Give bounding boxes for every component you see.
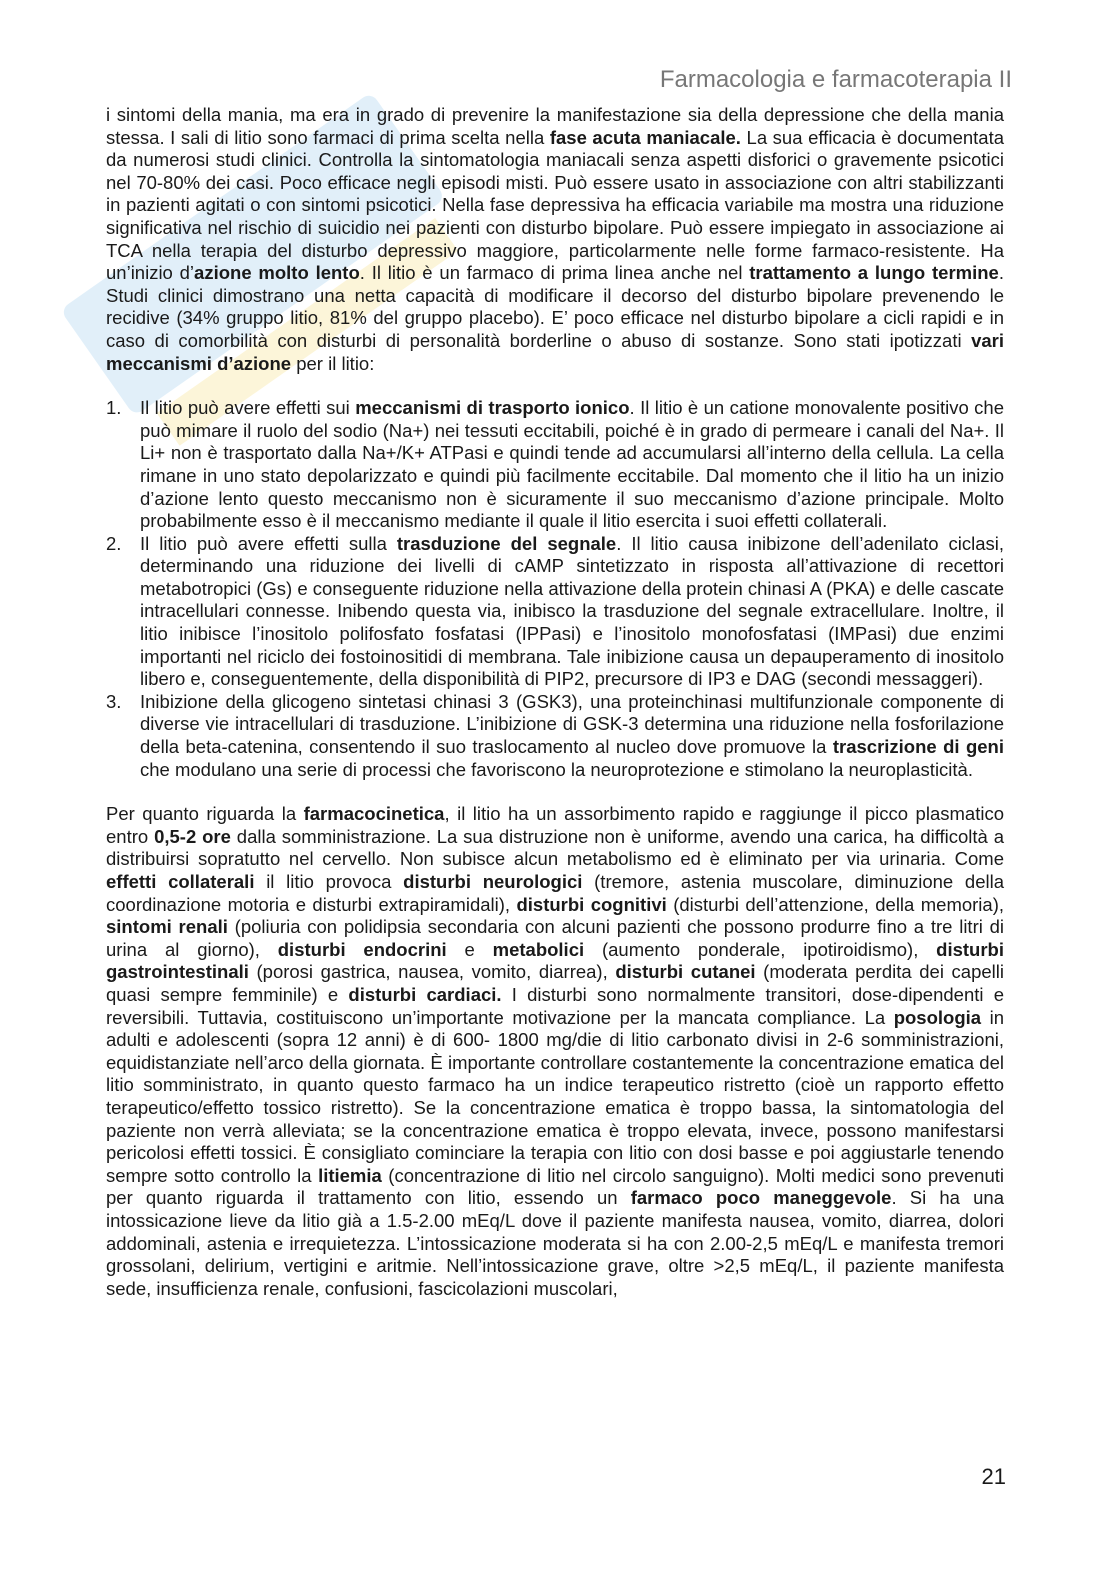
text-run: . Studi clinici dimostrano una netta capacità di modificare il decorso del disturbo bipolare prevenendo le recidive (34% gruppo litio, 81% del gruppo placebo). E’ poco efficace nel disturbo bipolare a cicli rapidi e in caso di comorbilità con disturbi di personalità borderline o abuso di sostanze. Sono stati ipotizzati bbox=[106, 262, 1004, 351]
paragraph-intro bbox=[106, 104, 1004, 375]
paragraph-pharmacokinetics bbox=[106, 803, 1004, 1300]
text-run: (tremore, astenia muscolare, diminuzione della coordinazione motoria e disturbi extrapiramidali), bbox=[106, 871, 1005, 915]
text-run: per il litio: bbox=[291, 352, 375, 374]
text-run: e bbox=[446, 938, 493, 960]
bold-term: sintomi renali bbox=[106, 916, 228, 938]
text-run: dalla somministrazione. La sua distruzione non è uniforme, avendo una carica, ha difficoltà a distribuirsi sopratutto nel cervello. Non subisce alcun metabolismo ed è eliminato per via urinaria. Come bbox=[106, 825, 1004, 870]
text-run: (porosi gastrica, nausea, vomito, diarrea), bbox=[248, 961, 616, 983]
bold-term: trasduzione del segnale bbox=[396, 532, 617, 554]
bold-term: posologia bbox=[893, 1006, 982, 1028]
page-number: 21 bbox=[981, 1464, 1006, 1489]
bold-term: disturbi cognitivi bbox=[516, 893, 667, 915]
text-run: che modulano una serie di processi che favoriscono la neuroprotezione e stimolano la neuroplasticità. bbox=[140, 758, 973, 780]
list-item bbox=[106, 397, 1004, 533]
text-run: (moderata perdita dei capelli quasi sempre femminile) e bbox=[106, 961, 1005, 1005]
text-run: . Si ha una intossicazione lieve da litio già a 1.5-2.00 mEq/L dove il paziente manifesta nausea, vomito, diarrea, dolori addominali, astenia e irrequietezza. L’intossicazione moderata si ha con 2.00-2,5 mEq/L e manifesta tremori grossolani, delirium, vertigini e aritmie. Nell’intossicazione grave, oltre >2,5 mEq/L, il paziente manifesta sede, insufficienza renale, confusioni, fascicolazioni muscolari, bbox=[106, 1187, 1004, 1299]
text-run: (concentrazione di litio nel circolo sanguigno). Molti medici sono prevenuti per quanto riguarda il trattamento con litio, essendo un bbox=[106, 1164, 1004, 1209]
text-run: (aumento ponderale, ipotiroidismo), bbox=[584, 938, 937, 960]
text-run: Il litio può avere effetti sui bbox=[140, 397, 356, 419]
bold-term: trattamento a lungo termine bbox=[749, 262, 999, 284]
mechanisms-list bbox=[106, 397, 1004, 781]
bold-term: farmacocinetica bbox=[303, 803, 445, 825]
text-run: La sua efficacia è documentata da numerosi studi clinici. Controlla la sintomatologia maniacali senza aspetti disforici o gravemente psicotici nel 70-80% dei casi. Poco efficace negli episodi misti. Può essere usato in associazione con altri stabilizzanti in pazienti agitati o con sintomi psicotici. Nella fase depressiva ha efficacia variabile ma mostra una riduzione significativa nel rischio di suicidio nei pazienti con disturbo bipolare. Può essere impiegato in associazione ai TCA nella terapia del disturbo depressivo maggiore, particolarmente nelle forme farmaco-resistente. Ha un’inizio d’ bbox=[106, 126, 1005, 284]
bold-term: disturbi gastrointestinali bbox=[106, 938, 1005, 983]
bold-term: effetti collaterali bbox=[106, 871, 255, 892]
text-run: in adulti e adolescenti (sopra 12 anni) è di 600- 1800 mg/die di litio carbonato divisi in 2-6 somministrazioni, equidistanziate nell’arco della giornata. È importante controllare costantemente la concentrazione ematica del litio somministrato, in quanto questo farmaco ha un indice terapeutico ristretto (cioè un rapporto effetto terapeutico/effetto tossico ristretto). Se la concentrazione ematica è troppo bassa, la sintomatologia del paziente non verrà alleviata; se la concentrazione ematica è troppo elevata, invece, possono manifestarsi pericolosi effetti tossici. È consigliato cominciare la terapia con litio con dosi basse e poi aggiustarle tenendo sempre sotto controllo la bbox=[106, 1006, 1004, 1186]
bold-term: disturbi neurologici bbox=[403, 871, 583, 892]
text-run: . Il litio è un catione monovalente positivo che può mimare il ruolo del sodio (Na+) nei tessuti eccitabili, poiché è in grado di permeare i canali del Na+. Il Li+ non è trasportato dalla Na+/K+ ATPasi e quindi tende ad accumularsi all’interno della cellula. La cella rimane in uno stato depolarizzato e quindi più facilmente eccitabile. Dal momento che il litio ha un inizio d’azione lento questo meccanismo non è sicuramente il suo meccanismo d’azione principale. Molto probabilmente esso è il meccanismo mediante il quale il litio esercita i suoi effetti collaterali. bbox=[140, 397, 1005, 532]
text-run: I disturbi sono normalmente transitori, dose-dipendenti e reversibili. Tuttavia, costituiscono un’importante motivazione per la mancata compliance. La bbox=[106, 983, 1004, 1028]
bold-term: disturbi cutanei bbox=[615, 961, 756, 983]
text-run: Inibizione della glicogeno sintetasi chinasi 3 (GSK3), una proteinchinasi multifunzionale componente di diverse vie intracellulari di trasduzione. L’inibizione di GSK-3 determina una riduzione nella fosforilazione della beta-catenina, consentendo il suo traslocamento al nucleo dove promuove la bbox=[140, 690, 1004, 758]
text-run: , il litio ha un assorbimento rapido e raggiunge il picco plasmatico entro bbox=[106, 803, 1004, 847]
body-text bbox=[106, 104, 1004, 1300]
text-run: . Il litio causa inibizone dell’adenilato ciclasi, determinando una riduzione dei livelli di cAMP sintetizzato in risposta all’attivazione di recettori metabotropici (Gs) e conseguente riduzione nella attivazione della protein chinasi A (PKA) e delle cascate intracellulari connesse. Inibendo questa via, inibisco la trasduzione del segnale extracellulare. Inoltre, il litio inibisce l’inositolo polifosfato fosfatasi (IPPasi) e l’inositolo monofosfatasi (IMPasi) due enzimi importanti nel riciclo dei fostoinositidi di membrana. Tale inibizione causa un depauperamento di inositolo libero e, conseguentemente, della disponibilità di PIP2, precursore di IP3 e DAG (secondi messaggeri). bbox=[140, 532, 1005, 690]
bold-term: 0,5-2 ore bbox=[154, 825, 231, 847]
text-run: (disturbi dell’attenzione, della memoria), bbox=[666, 893, 1004, 915]
running-header: Farmacologia e farmacoterapia II bbox=[659, 66, 1012, 93]
list-text bbox=[140, 691, 1004, 781]
text-run: (poliuria con polidipsia secondaria con alcuni pazienti che possono produrre fino a tre litri di urina al giorno), bbox=[106, 916, 1005, 960]
bold-term: fase acuta maniacale. bbox=[549, 126, 741, 148]
bold-term: litiemia bbox=[318, 1164, 382, 1186]
bold-term: disturbi cardiaci. bbox=[348, 983, 502, 1005]
bold-term: azione molto lento bbox=[194, 262, 360, 284]
text-run: . Il litio è un farmaco di prima linea anche nel bbox=[359, 262, 750, 284]
list-item bbox=[106, 691, 1004, 781]
bold-term: meccanismi di trasporto ionico bbox=[355, 397, 630, 419]
text-run: Per quanto riguarda la bbox=[106, 803, 304, 825]
list-text bbox=[140, 397, 1004, 533]
list-item bbox=[106, 533, 1004, 691]
bold-term: vari meccanismi d’azione bbox=[106, 329, 1004, 374]
list-number: 3. bbox=[106, 690, 122, 712]
text-run: il litio provoca bbox=[254, 871, 404, 892]
list-number: 1. bbox=[106, 397, 122, 419]
list-number: 2. bbox=[106, 532, 122, 554]
text-run: i sintomi della mania, ma era in grado di prevenire la manifestazione sia della depressione che della mania stessa. I sali di litio sono farmaci di prima scelta nella bbox=[106, 104, 1004, 148]
text-run: Il litio può avere effetti sulla bbox=[140, 532, 397, 554]
bold-term: disturbi endocrini bbox=[277, 938, 447, 960]
bold-term: trascrizione di geni bbox=[832, 736, 1004, 758]
list-text bbox=[140, 533, 1004, 691]
bold-term: farmaco poco maneggevole bbox=[630, 1187, 892, 1209]
bold-term: metabolici bbox=[492, 938, 585, 960]
